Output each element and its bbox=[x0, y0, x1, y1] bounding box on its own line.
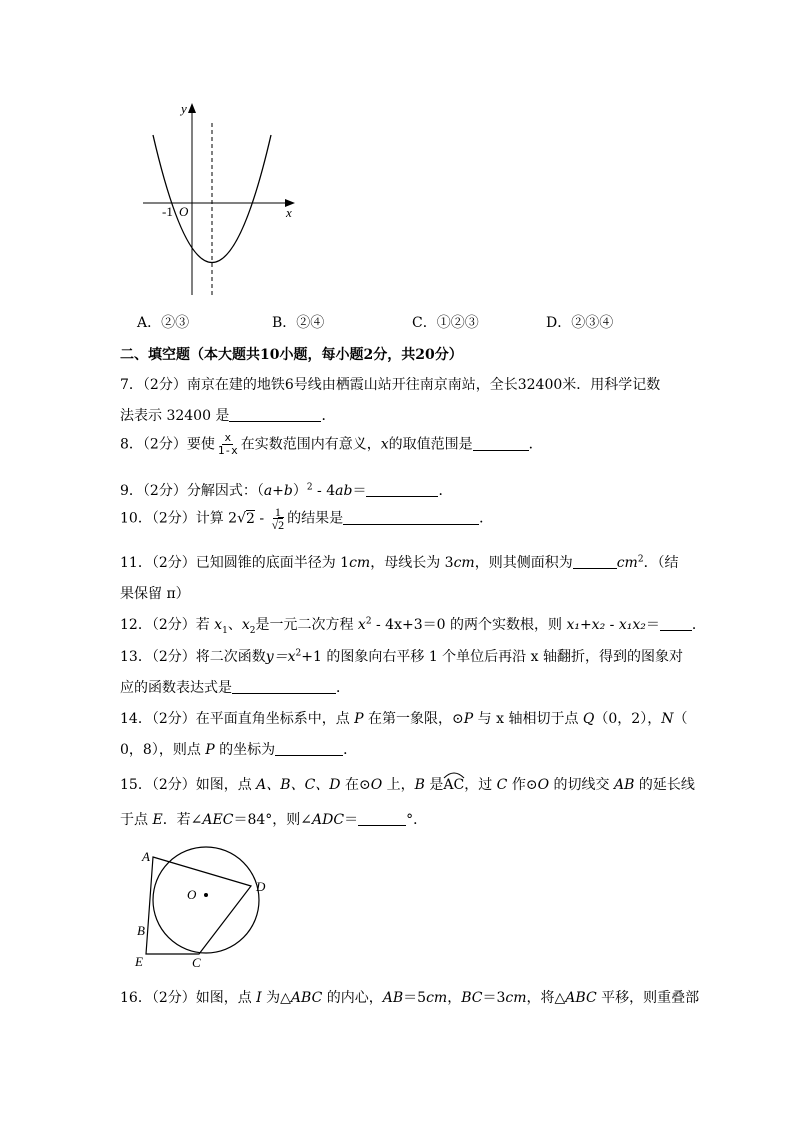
q14-p2: P bbox=[463, 711, 474, 727]
y-axis-arrow-icon bbox=[188, 103, 196, 113]
q11-cm3: cm bbox=[616, 555, 638, 571]
q10-fraction bbox=[270, 506, 287, 531]
q16-text-d: ＝5 bbox=[403, 990, 427, 1006]
q16-abc2: ABC bbox=[565, 990, 597, 1006]
q7-text: 法表示 32400 是 bbox=[120, 408, 230, 424]
q7-end: ． bbox=[321, 408, 336, 424]
q15-text-g: 的切线交 bbox=[549, 777, 614, 793]
q9-eq: ＝ bbox=[352, 483, 367, 499]
label-d: D bbox=[256, 879, 266, 894]
q13-end: ． bbox=[336, 680, 350, 696]
q15-text-d: 是 bbox=[424, 777, 444, 793]
option-d: D．②③④ bbox=[546, 315, 614, 331]
q9-minus: - 4 bbox=[312, 483, 336, 499]
q14-text-b: 在第一象限，⊙ bbox=[363, 711, 464, 727]
q15-pts: A、B、C、D bbox=[256, 777, 341, 793]
q14-q: Q bbox=[582, 711, 595, 727]
q15-text-b: 在⊙ bbox=[340, 777, 371, 793]
q7-line2 bbox=[120, 405, 335, 425]
q15-arc bbox=[443, 777, 464, 793]
q8-numerator: x bbox=[224, 431, 232, 444]
center-dot bbox=[204, 893, 208, 897]
q16-text-g: ，将△ bbox=[526, 990, 566, 1006]
q10-minus: - bbox=[254, 510, 269, 527]
q14-line1 bbox=[120, 708, 687, 728]
q16-text-h: 平移，则重叠部 bbox=[596, 990, 700, 1006]
q13-text-a: 13．（2分）将二次函数 bbox=[120, 649, 266, 665]
q15-e: E bbox=[152, 812, 163, 828]
q11-cm2: cm bbox=[453, 555, 475, 571]
q14-line2 bbox=[120, 739, 357, 759]
q15-b: B bbox=[414, 777, 425, 793]
q12-sep: 、 bbox=[227, 617, 242, 633]
q11-answer-blank bbox=[573, 554, 617, 569]
q16-cm1: cm bbox=[426, 990, 448, 1006]
q8-mid: 在实数范围内有意义， bbox=[240, 436, 381, 453]
option-b: B．②④ bbox=[272, 315, 325, 331]
option-c: C．①②③ bbox=[412, 315, 479, 331]
label-e: E bbox=[135, 954, 143, 969]
q12-s2: 2 bbox=[249, 625, 256, 636]
q8-line bbox=[120, 432, 543, 457]
q10-line bbox=[120, 506, 493, 531]
q10-end: ． bbox=[479, 510, 494, 527]
q16-text-c: 的内心， bbox=[322, 990, 383, 1006]
q12-answer-blank bbox=[660, 616, 692, 631]
q15-text-k: ＝84°，则∠ bbox=[233, 812, 313, 828]
q14-text-d: （0，2）， bbox=[594, 711, 662, 727]
y-label: y bbox=[181, 101, 187, 116]
q12-end: ． bbox=[691, 617, 706, 633]
q11-line2: 果保留 π） bbox=[120, 586, 190, 602]
q8-fraction bbox=[216, 432, 240, 457]
q15-answer-blank bbox=[358, 811, 406, 826]
q12-eqn: - 4x+3＝0 的两个实数根，则 bbox=[371, 617, 567, 633]
sqrt-icon: √ bbox=[237, 510, 247, 527]
q9-ab: ab bbox=[335, 483, 353, 499]
q10-prefix: 10．（2分）计算 2 bbox=[120, 510, 238, 527]
q14-text-e: （ bbox=[673, 711, 688, 727]
q13-func: y＝x bbox=[265, 649, 296, 665]
q15-text-a: 15．（2分）如图，点 bbox=[120, 777, 257, 793]
q16-text-b: 为△ bbox=[261, 990, 291, 1006]
q11-cm1: cm bbox=[349, 555, 371, 571]
q14-text-g: 的坐标为 bbox=[214, 742, 276, 758]
q8-denominator: 1-x bbox=[217, 444, 238, 457]
q16-line1 bbox=[120, 987, 699, 1007]
q12-prefix: 12．（2分）若 bbox=[120, 617, 215, 633]
q13-text-c: 应的函数表达式是 bbox=[120, 680, 232, 696]
q15-text-i: 于点 bbox=[120, 812, 153, 828]
q13-sq: 2 bbox=[295, 648, 302, 659]
q8-var: x bbox=[380, 436, 389, 453]
q10-answer-blank bbox=[343, 510, 479, 525]
q8-answer-blank bbox=[473, 436, 529, 451]
q9-end: ． bbox=[438, 483, 453, 499]
q16-text-e: ， bbox=[447, 990, 462, 1006]
q8-suffix: 的取值范围是 bbox=[388, 436, 473, 453]
arc-icon bbox=[443, 771, 465, 779]
section-title: 二、填空题（本大题共10小题，每小题2分，共20分） bbox=[120, 347, 463, 363]
x-label: x bbox=[286, 205, 292, 220]
q13-answer-blank bbox=[232, 679, 336, 694]
q9-answer-blank bbox=[366, 482, 438, 497]
label-b: B bbox=[137, 923, 145, 938]
q15-o: O bbox=[370, 777, 383, 793]
q11-text-a: 11．（2分）已知圆锥的底面半径为 1 bbox=[120, 555, 350, 571]
q11-text-d: ．（结 bbox=[643, 555, 679, 571]
q12-expr: x₁+x₂ - x₁x₂ bbox=[566, 617, 646, 633]
q12-sq: 2 bbox=[365, 616, 372, 627]
neg-one-label: -1 bbox=[162, 204, 173, 219]
label-c: C bbox=[192, 955, 201, 970]
q7-line1: 7．（2分）南京在建的地铁6号线由栖霞山站开往南京南站，全长32400米．用科学记数 bbox=[120, 377, 661, 393]
q16-cm2: cm bbox=[505, 990, 527, 1006]
option-a: A．②③ bbox=[137, 315, 190, 331]
q9-mid: ） bbox=[292, 483, 307, 499]
q12-x2: x bbox=[241, 617, 250, 633]
q12-s1: 1 bbox=[222, 625, 228, 636]
q11-sq: 2 bbox=[637, 554, 644, 565]
q14-n: N bbox=[661, 711, 674, 727]
circle-figure bbox=[130, 842, 280, 974]
parabola-graph bbox=[135, 95, 305, 305]
q15-line2 bbox=[120, 809, 427, 829]
q14-p: P bbox=[354, 711, 364, 727]
q14-answer-blank bbox=[275, 741, 343, 756]
q9-exp: 2 bbox=[306, 482, 313, 493]
q14-text-a: 14．（2分）在平面直角坐标系中，点 bbox=[120, 711, 355, 727]
q12-line bbox=[120, 614, 706, 636]
label-o: O bbox=[187, 887, 197, 902]
q14-text-c: 与 x 轴相切于点 bbox=[473, 711, 583, 727]
q11-text-c: ，则其侧面积为 bbox=[474, 555, 573, 571]
q14-end: ． bbox=[343, 742, 358, 758]
q10-denominator: √2 bbox=[271, 518, 285, 532]
q8-prefix: 8．（2分）要使 bbox=[120, 436, 215, 453]
q14-p3: P bbox=[205, 742, 215, 758]
q10-suffix: 的结果是 bbox=[287, 510, 344, 527]
label-a: A bbox=[142, 849, 150, 864]
q7-answer-blank bbox=[229, 407, 321, 422]
q12-xx: x bbox=[357, 617, 366, 633]
q15-end: °． bbox=[406, 812, 428, 828]
q15-text-f: 作⊙ bbox=[507, 777, 538, 793]
circle-o bbox=[153, 847, 259, 953]
q16-text-f: ＝3 bbox=[482, 990, 506, 1006]
q15-aec: AEC bbox=[202, 812, 234, 828]
q12-mid: 是一元二次方程 bbox=[255, 617, 358, 633]
q9-line bbox=[120, 480, 452, 500]
q15-text-c: 上， bbox=[382, 777, 415, 793]
origin-label: O bbox=[179, 204, 189, 219]
q10-numerator: 1 bbox=[274, 505, 281, 519]
q15-text-e: ，过 bbox=[464, 777, 497, 793]
q15-arc-label: AC bbox=[443, 777, 465, 793]
q12-x1: x bbox=[214, 617, 223, 633]
q13-line2 bbox=[120, 677, 350, 697]
q14-text-f: 0，8），则点 bbox=[120, 742, 206, 758]
q8-end: ． bbox=[528, 436, 543, 453]
q9-prefix: 9．（2分）分解因式：（ bbox=[120, 483, 264, 499]
q16-i: I bbox=[256, 990, 262, 1006]
q15-text-l: ＝ bbox=[344, 812, 359, 828]
q10-rad1: 2 bbox=[246, 510, 255, 527]
q11-line1 bbox=[120, 552, 679, 572]
q13-line1 bbox=[120, 646, 683, 666]
q13-text-b: +1 的图象向右平移 1 个单位后再沿 x 轴翻折，得到的图象对 bbox=[301, 649, 683, 665]
q16-text-a: 16．（2分）如图，点 bbox=[120, 990, 257, 1006]
q15-o2: O bbox=[537, 777, 550, 793]
q16-abc: ABC bbox=[290, 990, 323, 1006]
q15-line1 bbox=[120, 774, 695, 794]
q9-expr: a+b bbox=[263, 483, 293, 499]
q15-text-h: 的延长线 bbox=[634, 777, 695, 793]
q15-text-j: ．若∠ bbox=[162, 812, 203, 828]
q11-text-b: ，母线长为 3 bbox=[370, 555, 454, 571]
q12-eq: ＝ bbox=[645, 617, 660, 633]
q16-ab: AB bbox=[382, 990, 404, 1006]
q15-adc: ADC bbox=[312, 812, 345, 828]
q16-bc: BC bbox=[461, 990, 483, 1006]
q15-c: C bbox=[496, 777, 508, 793]
q15-ab: AB bbox=[613, 777, 635, 793]
